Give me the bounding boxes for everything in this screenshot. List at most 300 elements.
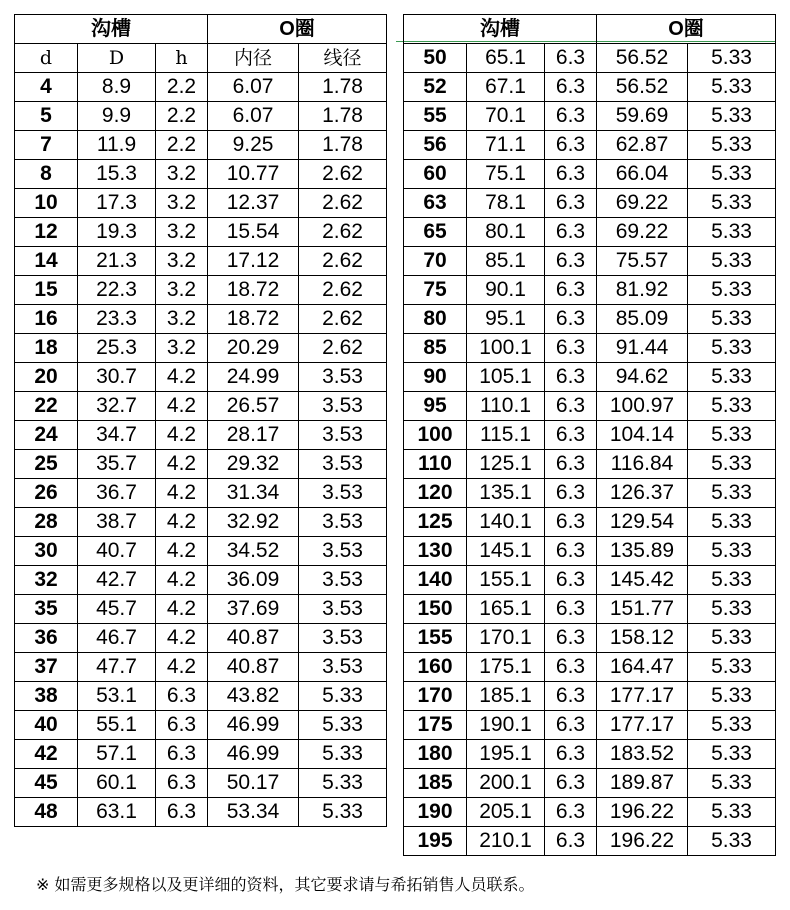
table-row xyxy=(15,247,387,276)
table-cell: 6.3 xyxy=(545,392,597,421)
cell-d: 12 xyxy=(15,218,78,247)
cell-d: 185 xyxy=(404,769,467,798)
table-cell: 70.1 xyxy=(467,102,545,131)
table-cell: 85.09 xyxy=(597,305,688,334)
table-cell: 3.2 xyxy=(156,218,208,247)
table-cell: 3.2 xyxy=(156,247,208,276)
table-cell: 37.69 xyxy=(208,595,299,624)
cell-d: 95 xyxy=(404,392,467,421)
table-cell: 140.1 xyxy=(467,508,545,537)
footer-note: ※ 如需更多规格以及更详细的资料，其它要求请与希拓销售人员联系。 xyxy=(36,875,535,894)
table-cell: 5.33 xyxy=(688,421,776,450)
cell-d: 180 xyxy=(404,740,467,769)
table-cell: 6.3 xyxy=(545,218,597,247)
table-cell: 85.1 xyxy=(467,247,545,276)
table-cell: 3.53 xyxy=(299,595,387,624)
table-cell: 65.1 xyxy=(467,44,545,73)
table-cell: 5.33 xyxy=(688,740,776,769)
table-cell: 5.33 xyxy=(299,740,387,769)
table-row xyxy=(404,421,776,450)
table-row xyxy=(15,305,387,334)
table-cell: 3.53 xyxy=(299,537,387,566)
cell-d: 42 xyxy=(15,740,78,769)
table-cell: 57.1 xyxy=(78,740,156,769)
table-cell: 210.1 xyxy=(467,827,545,856)
cell-d: 155 xyxy=(404,624,467,653)
table-cell: 6.3 xyxy=(545,595,597,624)
table-cell: 3.53 xyxy=(299,421,387,450)
cell-d: 70 xyxy=(404,247,467,276)
table-cell: 6.3 xyxy=(545,276,597,305)
table-cell: 5.33 xyxy=(688,508,776,537)
table-cell: 4.2 xyxy=(156,624,208,653)
table-cell: 46.99 xyxy=(208,711,299,740)
table-cell: 56.52 xyxy=(597,73,688,102)
table-cell: 6.3 xyxy=(545,624,597,653)
table-cell: 5.33 xyxy=(688,102,776,131)
cell-d: 100 xyxy=(404,421,467,450)
table-cell: 6.3 xyxy=(545,508,597,537)
table-row xyxy=(15,653,387,682)
cell-d: 28 xyxy=(15,508,78,537)
table-row xyxy=(404,334,776,363)
table-cell: 17.3 xyxy=(78,189,156,218)
table-cell: 63.1 xyxy=(78,798,156,827)
cell-d: 140 xyxy=(404,566,467,595)
table-row xyxy=(15,740,387,769)
table-cell: 40.87 xyxy=(208,653,299,682)
table-cell: 6.3 xyxy=(545,711,597,740)
table-cell: 69.22 xyxy=(597,218,688,247)
table-cell: 4.2 xyxy=(156,653,208,682)
table-row xyxy=(404,827,776,856)
cell-d: 8 xyxy=(15,160,78,189)
table-row xyxy=(15,537,387,566)
table-row xyxy=(404,102,776,131)
cell-d: 37 xyxy=(15,653,78,682)
table-cell: 80.1 xyxy=(467,218,545,247)
cell-d: 52 xyxy=(404,73,467,102)
table-cell: 2.62 xyxy=(299,276,387,305)
table-row xyxy=(15,334,387,363)
cell-d: 90 xyxy=(404,363,467,392)
table-cell: 6.3 xyxy=(545,682,597,711)
column-header: 内径 xyxy=(208,44,299,73)
table-cell: 11.9 xyxy=(78,131,156,160)
table-cell: 29.32 xyxy=(208,450,299,479)
cell-d: 63 xyxy=(404,189,467,218)
table-cell: 15.54 xyxy=(208,218,299,247)
table-cell: 50.17 xyxy=(208,769,299,798)
cell-d: 85 xyxy=(404,334,467,363)
table-cell: 165.1 xyxy=(467,595,545,624)
table-cell: 69.22 xyxy=(597,189,688,218)
table-cell: 155.1 xyxy=(467,566,545,595)
column-header: 线径 xyxy=(299,44,387,73)
table-cell: 2.62 xyxy=(299,218,387,247)
table-cell: 2.62 xyxy=(299,305,387,334)
table-row xyxy=(15,218,387,247)
table-cell: 94.62 xyxy=(597,363,688,392)
table-cell: 2.2 xyxy=(156,102,208,131)
table-cell: 5.33 xyxy=(688,450,776,479)
table-cell: 17.12 xyxy=(208,247,299,276)
table-cell: 6.3 xyxy=(545,305,597,334)
table-cell: 5.33 xyxy=(688,305,776,334)
table-cell: 12.37 xyxy=(208,189,299,218)
cell-d: 60 xyxy=(404,160,467,189)
table-cell: 129.54 xyxy=(597,508,688,537)
table-cell: 5.33 xyxy=(688,537,776,566)
table-row xyxy=(15,392,387,421)
cell-d: 32 xyxy=(15,566,78,595)
table-row xyxy=(15,711,387,740)
table-cell: 3.2 xyxy=(156,305,208,334)
table-cell: 36.7 xyxy=(78,479,156,508)
cell-d: 30 xyxy=(15,537,78,566)
table-cell: 5.33 xyxy=(688,595,776,624)
table-cell: 75.1 xyxy=(467,160,545,189)
table-cell: 125.1 xyxy=(467,450,545,479)
cell-d: 48 xyxy=(15,798,78,827)
table-cell: 5.33 xyxy=(688,363,776,392)
table-cell: 6.3 xyxy=(545,131,597,160)
table-cell: 81.92 xyxy=(597,276,688,305)
table-cell: 6.3 xyxy=(545,421,597,450)
cell-d: 25 xyxy=(15,450,78,479)
table-cell: 100.97 xyxy=(597,392,688,421)
table-cell: 43.82 xyxy=(208,682,299,711)
table-cell: 32.7 xyxy=(78,392,156,421)
table-cell: 9.9 xyxy=(78,102,156,131)
table-cell: 5.33 xyxy=(688,276,776,305)
table-cell: 2.62 xyxy=(299,334,387,363)
cell-d: 24 xyxy=(15,421,78,450)
table-row xyxy=(15,131,387,160)
table-cell: 4.2 xyxy=(156,363,208,392)
table-cell: 5.33 xyxy=(299,769,387,798)
table-cell: 3.53 xyxy=(299,479,387,508)
table-cell: 6.3 xyxy=(156,740,208,769)
table-cell: 34.52 xyxy=(208,537,299,566)
table-cell: 5.33 xyxy=(688,189,776,218)
table-cell: 5.33 xyxy=(688,566,776,595)
cell-d: 170 xyxy=(404,682,467,711)
table-cell: 47.7 xyxy=(78,653,156,682)
table-row xyxy=(404,798,776,827)
cell-d: 56 xyxy=(404,131,467,160)
table-cell: 6.3 xyxy=(545,450,597,479)
table-row xyxy=(15,363,387,392)
table-cell: 4.2 xyxy=(156,421,208,450)
group-header-oring: O圈 xyxy=(597,15,776,44)
table-cell: 5.33 xyxy=(688,44,776,73)
cell-d: 75 xyxy=(404,276,467,305)
table-cell: 200.1 xyxy=(467,769,545,798)
left-spec-table xyxy=(14,14,387,827)
table-row xyxy=(15,276,387,305)
table-cell: 60.1 xyxy=(78,769,156,798)
table-cell: 2.2 xyxy=(156,131,208,160)
table-cell: 38.7 xyxy=(78,508,156,537)
table-cell: 19.3 xyxy=(78,218,156,247)
table-cell: 4.2 xyxy=(156,595,208,624)
table-cell: 4.2 xyxy=(156,566,208,595)
table-row xyxy=(404,450,776,479)
table-cell: 3.53 xyxy=(299,566,387,595)
group-header-oring: O圈 xyxy=(208,15,387,44)
table-row xyxy=(404,73,776,102)
table-cell: 5.33 xyxy=(299,798,387,827)
table-cell: 4.2 xyxy=(156,508,208,537)
table-cell: 20.29 xyxy=(208,334,299,363)
table-cell: 5.33 xyxy=(299,711,387,740)
table-cell: 5.33 xyxy=(688,827,776,856)
table-cell: 105.1 xyxy=(467,363,545,392)
table-cell: 3.2 xyxy=(156,276,208,305)
table-row xyxy=(404,769,776,798)
table-cell: 6.3 xyxy=(545,479,597,508)
column-header: h xyxy=(156,44,208,73)
table-cell: 8.9 xyxy=(78,73,156,102)
table-cell: 26.57 xyxy=(208,392,299,421)
table-cell: 28.17 xyxy=(208,421,299,450)
cell-d: 130 xyxy=(404,537,467,566)
table-row xyxy=(404,479,776,508)
table-cell: 55.1 xyxy=(78,711,156,740)
cell-d: 16 xyxy=(15,305,78,334)
table-cell: 6.3 xyxy=(545,189,597,218)
table-row xyxy=(15,160,387,189)
table-cell: 23.3 xyxy=(78,305,156,334)
table-cell: 34.7 xyxy=(78,421,156,450)
table-cell: 6.3 xyxy=(545,566,597,595)
table-cell: 10.77 xyxy=(208,160,299,189)
table-cell: 6.3 xyxy=(545,740,597,769)
table-cell: 6.3 xyxy=(545,334,597,363)
table-cell: 4.2 xyxy=(156,537,208,566)
table-cell: 35.7 xyxy=(78,450,156,479)
table-cell: 21.3 xyxy=(78,247,156,276)
table-row xyxy=(404,247,776,276)
table-cell: 46.99 xyxy=(208,740,299,769)
table-cell: 116.84 xyxy=(597,450,688,479)
table-cell: 158.12 xyxy=(597,624,688,653)
table-cell: 2.2 xyxy=(156,73,208,102)
table-cell: 1.78 xyxy=(299,73,387,102)
table-row xyxy=(404,624,776,653)
cell-d: 18 xyxy=(15,334,78,363)
cell-d: 40 xyxy=(15,711,78,740)
table-cell: 5.33 xyxy=(688,218,776,247)
table-cell: 30.7 xyxy=(78,363,156,392)
table-cell: 3.53 xyxy=(299,624,387,653)
table-cell: 6.3 xyxy=(545,653,597,682)
table-cell: 177.17 xyxy=(597,711,688,740)
table-cell: 5.33 xyxy=(688,624,776,653)
cell-d: 150 xyxy=(404,595,467,624)
table-cell: 126.37 xyxy=(597,479,688,508)
table-cell: 4.2 xyxy=(156,479,208,508)
table-cell: 6.3 xyxy=(545,247,597,276)
table-cell: 24.99 xyxy=(208,363,299,392)
table-cell: 78.1 xyxy=(467,189,545,218)
table-cell: 170.1 xyxy=(467,624,545,653)
table-cell: 62.87 xyxy=(597,131,688,160)
table-row xyxy=(15,421,387,450)
cell-d: 35 xyxy=(15,595,78,624)
table-cell: 6.3 xyxy=(156,798,208,827)
table-cell: 4.2 xyxy=(156,392,208,421)
table-row xyxy=(404,566,776,595)
table-cell: 2.62 xyxy=(299,189,387,218)
table-cell: 91.44 xyxy=(597,334,688,363)
table-cell: 6.07 xyxy=(208,73,299,102)
table-cell: 3.2 xyxy=(156,160,208,189)
table-row xyxy=(404,711,776,740)
table-cell: 196.22 xyxy=(597,827,688,856)
table-cell: 42.7 xyxy=(78,566,156,595)
table-cell: 110.1 xyxy=(467,392,545,421)
table-cell: 15.3 xyxy=(78,160,156,189)
table-row xyxy=(15,450,387,479)
table-cell: 45.7 xyxy=(78,595,156,624)
cell-d: 125 xyxy=(404,508,467,537)
table-cell: 5.33 xyxy=(688,479,776,508)
group-header-row xyxy=(15,15,387,44)
table-cell: 5.33 xyxy=(688,653,776,682)
table-cell: 67.1 xyxy=(467,73,545,102)
cell-d: 175 xyxy=(404,711,467,740)
table-cell: 6.3 xyxy=(156,682,208,711)
table-cell: 56.52 xyxy=(597,44,688,73)
cell-d: 120 xyxy=(404,479,467,508)
table-cell: 95.1 xyxy=(467,305,545,334)
table-cell: 3.53 xyxy=(299,653,387,682)
table-cell: 6.3 xyxy=(545,73,597,102)
table-cell: 3.2 xyxy=(156,189,208,218)
cell-d: 80 xyxy=(404,305,467,334)
table-cell: 5.33 xyxy=(688,682,776,711)
column-header: d xyxy=(15,44,78,73)
table-cell: 6.3 xyxy=(545,827,597,856)
table-row xyxy=(15,508,387,537)
table-row xyxy=(15,682,387,711)
table-cell: 22.3 xyxy=(78,276,156,305)
table-cell: 5.33 xyxy=(688,769,776,798)
cell-d: 36 xyxy=(15,624,78,653)
table-cell: 195.1 xyxy=(467,740,545,769)
table-cell: 6.3 xyxy=(545,160,597,189)
table-row xyxy=(15,102,387,131)
table-row xyxy=(404,595,776,624)
table-row xyxy=(15,595,387,624)
cell-d: 110 xyxy=(404,450,467,479)
cell-d: 7 xyxy=(15,131,78,160)
table-cell: 53.1 xyxy=(78,682,156,711)
table-row xyxy=(15,769,387,798)
cell-d: 15 xyxy=(15,276,78,305)
table-row xyxy=(404,740,776,769)
table-cell: 104.14 xyxy=(597,421,688,450)
table-cell: 135.89 xyxy=(597,537,688,566)
table-cell: 3.2 xyxy=(156,334,208,363)
table-row xyxy=(404,189,776,218)
table-cell: 175.1 xyxy=(467,653,545,682)
table-cell: 66.04 xyxy=(597,160,688,189)
table-cell: 59.69 xyxy=(597,102,688,131)
table-cell: 5.33 xyxy=(688,247,776,276)
table-cell: 40.87 xyxy=(208,624,299,653)
table-row xyxy=(404,305,776,334)
table-row xyxy=(15,566,387,595)
table-row xyxy=(15,624,387,653)
table-cell: 185.1 xyxy=(467,682,545,711)
table-cell: 196.22 xyxy=(597,798,688,827)
table-cell: 145.1 xyxy=(467,537,545,566)
cell-d: 14 xyxy=(15,247,78,276)
table-cell: 164.47 xyxy=(597,653,688,682)
table-cell: 177.17 xyxy=(597,682,688,711)
table-cell: 1.78 xyxy=(299,131,387,160)
table-cell: 4.2 xyxy=(156,450,208,479)
table-cell: 5.33 xyxy=(688,392,776,421)
table-row xyxy=(15,798,387,827)
table-cell: 5.33 xyxy=(688,73,776,102)
table-cell: 6.3 xyxy=(545,44,597,73)
table-cell: 145.42 xyxy=(597,566,688,595)
group-header-groove: 沟槽 xyxy=(15,15,208,44)
cell-d: 38 xyxy=(15,682,78,711)
table-cell: 1.78 xyxy=(299,102,387,131)
table-row xyxy=(404,363,776,392)
table-row xyxy=(15,189,387,218)
table-cell: 46.7 xyxy=(78,624,156,653)
table-cell: 75.57 xyxy=(597,247,688,276)
table-cell: 115.1 xyxy=(467,421,545,450)
table-cell: 18.72 xyxy=(208,276,299,305)
table-cell: 189.87 xyxy=(597,769,688,798)
column-header-row xyxy=(15,44,387,73)
right-spec-table xyxy=(403,14,776,856)
table-row xyxy=(404,682,776,711)
table-cell: 6.3 xyxy=(545,798,597,827)
cell-d: 45 xyxy=(15,769,78,798)
table-row xyxy=(15,479,387,508)
table-cell: 5.33 xyxy=(688,131,776,160)
cell-d: 5 xyxy=(15,102,78,131)
cell-d: 20 xyxy=(15,363,78,392)
table-cell: 71.1 xyxy=(467,131,545,160)
table-cell: 5.33 xyxy=(299,682,387,711)
cell-d: 26 xyxy=(15,479,78,508)
table-row xyxy=(404,537,776,566)
table-cell: 18.72 xyxy=(208,305,299,334)
table-row xyxy=(404,44,776,73)
column-header: D xyxy=(78,44,156,73)
table-row xyxy=(404,160,776,189)
table-cell: 31.34 xyxy=(208,479,299,508)
table-row xyxy=(404,508,776,537)
cell-d: 10 xyxy=(15,189,78,218)
table-row xyxy=(404,653,776,682)
table-cell: 6.07 xyxy=(208,102,299,131)
table-cell: 9.25 xyxy=(208,131,299,160)
table-cell: 6.3 xyxy=(545,102,597,131)
table-cell: 5.33 xyxy=(688,160,776,189)
cell-d: 195 xyxy=(404,827,467,856)
table-cell: 36.09 xyxy=(208,566,299,595)
